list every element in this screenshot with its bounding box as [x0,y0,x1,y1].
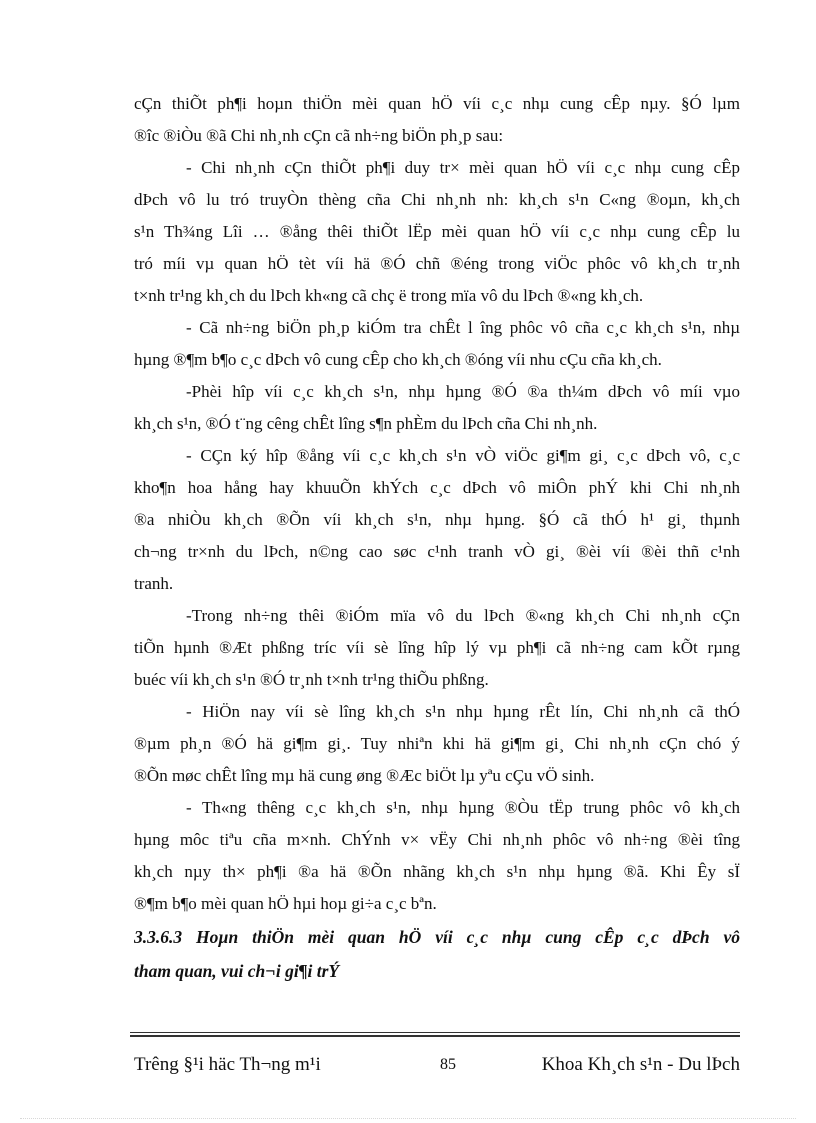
paragraph [134,312,740,376]
paragraph-line: ®îc ®iÒu ®ã Chi nh¸nh cÇn cã nh÷ng biÖn ph¸p sau: [134,126,504,145]
paragraph-line: kho¶n hoa hång hay khuuÕn khÝch c¸c dÞch vô miÔn phÝ khi Chi nh¸nh [134,478,740,497]
paragraph [134,152,740,312]
paragraph-line: - HiÖn nay víi sè lîng kh¸ch s¹n nhµ hµng rÊt lín, Chi nh¸nh cã thÓ [186,702,740,721]
page-footer [134,1050,740,1080]
paragraph-line: hµng ®¶m b¶o c¸c dÞch vô cung cÊp cho kh¸ch ®óng víi nhu cÇu cña kh¸ch. [134,350,662,369]
paragraph-line: ®Õn møc chÊt lîng mµ hä cung øng ®Æc biÖt lµ yªu cÇu vÖ sinh. [134,766,595,785]
paragraph-line: t×nh tr¹ng kh¸ch du lÞch kh«ng cã chç ë trong mïa vô du lÞch ®«ng kh¸ch. [134,286,644,305]
paragraph-line: s¹n Th¾ng Lîi … ®ång thêi thiÕt lËp mèi quan hÖ víi c¸c nhµ cung cÊp lu [134,222,740,241]
body-text [134,88,740,988]
footer-divider [130,1032,740,1033]
paragraph-line: kh¸ch s¹n, ®Ó t¨ng cêng chÊt lîng s¶n phÈm du lÞch cña Chi nh¸nh. [134,414,598,433]
section-heading-line: tham quan, vui ch¬i gi¶i trÝ [134,961,340,981]
paragraph-line: -Trong nh÷ng thêi ®iÓm mïa vô du lÞch ®«ng kh¸ch Chi nh¸nh cÇn [186,606,740,625]
paragraph-line: - Chi nh¸nh cÇn thiÕt ph¶i duy tr× mèi quan hÖ víi c¸c nhµ cung cÊp [186,158,740,177]
paragraph [134,792,740,920]
page-bottom-edge [20,1118,796,1119]
paragraph-line: -Phèi hîp víi c¸c kh¸ch s¹n, nhµ hµng ®Ó ®a th¼m dÞch vô míi vµo [186,382,740,401]
paragraph-line: - Cã nh÷ng biÖn ph¸p kiÓm tra chÊt l îng phôc vô cña c¸c kh¸ch s¹n, nhµ [186,318,740,337]
footer-divider-thick [130,1035,740,1037]
paragraph-line: ®µm ph¸n ®Ó hä gi¶m gi¸. Tuy nhiªn khi hä gi¶m gi¸ Chi nh¸nh cÇn chó ý [134,734,740,753]
paragraph-line: buéc víi kh¸ch s¹n ®Ó tr¸nh t×nh tr¹ng thiÕu phßng. [134,670,489,689]
section-heading [134,920,740,988]
paragraph-line: tranh. [134,574,174,593]
page-number: 85 [440,1056,456,1073]
paragraph [134,696,740,792]
paragraph-line: cÇn thiÕt ph¶i hoµn thiÖn mèi quan hÖ víi c¸c nhµ cung cÊp nµy. §Ó lµm [134,94,740,113]
paragraph-line: ®¶m b¶o mèi quan hÖ hµi hoµ gi÷a c¸c bªn. [134,894,437,913]
paragraph-line: tró míi vµ quan hÖ tèt víi hä ®Ó chñ ®éng trong viÖc phôc vô kh¸ch tr¸nh [134,254,740,273]
paragraph-line: dÞch vô lu tró truyÒn thèng cña Chi nh¸nh nh: kh¸ch s¹n C«ng ®oµn, kh¸ch [134,190,740,209]
footer-university: Trêng §¹i häc Th¬ng m¹i [134,1054,321,1075]
section-heading-line: 3.3.6.3 Hoµn thiÖn mèi quan hÖ víi c¸c nhµ cung cÊp c¸c dÞch vô [134,927,740,947]
paragraph-line: kh¸ch nµy th× ph¶i ®a hä ®Õn nhãng kh¸ch s¹n nhµ hµng ®ã. Khi Êy sÏ [134,862,740,881]
paragraph-line: ®a nhiÒu kh¸ch ®Õn víi kh¸ch s¹n, nhµ hµng. §Ó cã thÓ h¹ gi¸ thµnh [134,510,740,529]
paragraph-line: tiÕn hµnh ®Æt phßng tríc víi sè lîng hîp lý vµ ph¶i cã nh÷ng cam kÕt rµng [134,638,740,657]
paragraph-line: hµng môc tiªu cña m×nh. ChÝnh v× vËy Chi nh¸nh phôc vô nh÷ng ®èi tîng [134,830,740,849]
paragraph [134,376,740,440]
footer-faculty: Khoa Kh¸ch s¹n - Du lÞch [541,1054,740,1075]
paragraph-line: ch¬ng tr×nh du lÞch, n©ng cao søc c¹nh tranh vÒ gi¸ ®èi víi ®èi thñ c¹nh [134,542,740,561]
paragraph [134,440,740,600]
paragraph [134,600,740,696]
paragraph-line: - CÇn ký hîp ®ång víi c¸c kh¸ch s¹n vÒ viÖc gi¶m gi¸ c¸c dÞch vô, c¸c [186,446,740,465]
paragraph-line: - Th«ng thêng c¸c kh¸ch s¹n, nhµ hµng ®Òu tËp trung phôc vô kh¸ch [186,798,740,817]
paragraph [134,88,740,152]
